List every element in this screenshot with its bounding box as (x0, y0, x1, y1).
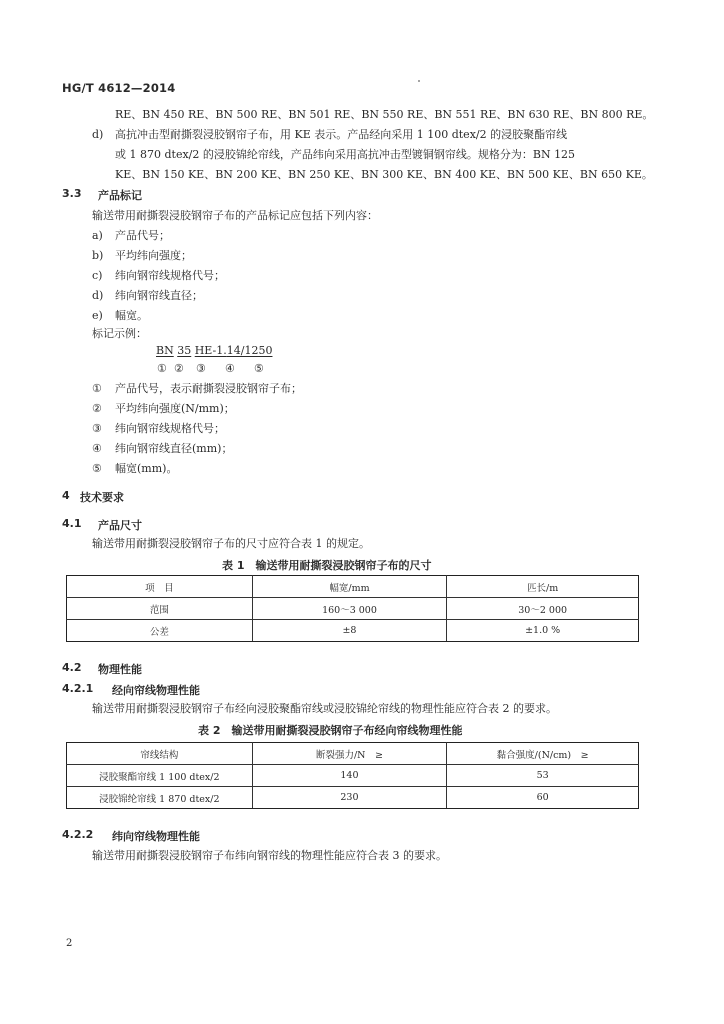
table-row (67, 598, 639, 620)
list-item-text: 幅宽。 (115, 309, 148, 322)
section-4-2-2-title: 纬向帘线物理性能 (112, 830, 200, 843)
table1-caption: 表 1 输送带用耐撕裂浸胶钢帘子布的尺寸 (222, 559, 432, 572)
table-header-cell: 帘线结构 (67, 743, 253, 765)
standard-number: HG/T 4612—2014 (62, 81, 176, 95)
list-marker: e) (92, 309, 103, 322)
legend-text: 产品代号，表示耐撕裂浸胶钢帘子布； (115, 382, 302, 395)
table-cell: ±1.0 % (447, 620, 639, 642)
table-header-row (67, 743, 639, 765)
table-cell: 浸胶锦纶帘线 1 870 dtex/2 (67, 787, 253, 809)
page-number: 2 (66, 938, 73, 949)
legend-text: 平均纬向强度(N/mm)； (115, 402, 235, 415)
section-4-1-text: 输送带用耐撕裂浸胶钢帘子布的尺寸应符合表 1 的规定。 (92, 537, 370, 550)
marking-circle: ① (157, 362, 167, 375)
table-header-cell: 幅宽/mm (252, 576, 447, 598)
section-4-2-1-text: 输送带用耐撕裂浸胶钢帘子布经向浸胶聚酯帘线或浸胶锦纶帘线的物理性能应符合表 2 的要求。 (92, 702, 557, 715)
legend-text: 纬向钢帘线直径(mm)； (115, 442, 233, 455)
table1 (66, 575, 639, 642)
marking-circle: ③ (196, 362, 206, 375)
section-4-1-title: 产品尺寸 (98, 519, 142, 532)
legend-circle: ① (92, 382, 102, 395)
table-cell: 浸胶聚酯帘线 1 100 dtex/2 (67, 765, 253, 787)
list-marker: b) (92, 249, 104, 262)
table-row (67, 765, 639, 787)
table-cell: 53 (447, 765, 639, 787)
table-cell: 60 (447, 787, 639, 809)
marking-part: 35 (177, 344, 192, 357)
marking-part: BN (156, 344, 174, 357)
list-continuation-line: RE、BN 450 RE、BN 500 RE、BN 501 RE、BN 550 RE、BN 551 RE、BN 630 RE、BN 800 RE。 (115, 108, 654, 121)
marking-example (156, 342, 272, 359)
scan-speck (418, 80, 420, 82)
section-4-number: 4 (62, 489, 70, 502)
table-cell: 范围 (67, 598, 253, 620)
table-row (67, 787, 639, 809)
table-header-cell: 项 目 (67, 576, 253, 598)
marking-circle: ④ (225, 362, 235, 375)
list-item-text: 产品代号； (115, 229, 170, 242)
marking-part: HE-1. (194, 344, 227, 357)
item-d-line1: 高抗冲击型耐撕裂浸胶钢帘子布，用 KE 表示。产品经向采用 1 100 dtex/2 的浸胶聚酯帘线 (115, 128, 568, 141)
section-3-3-intro: 输送带用耐撕裂浸胶钢帘子布的产品标记应包括下列内容： (92, 209, 378, 222)
legend-circle: ③ (92, 422, 102, 435)
section-4-2-1-number: 4.2.1 (62, 682, 94, 695)
list-marker: d) (92, 289, 104, 302)
section-4-2-1-title: 经向帘线物理性能 (112, 684, 200, 697)
table-row (67, 620, 639, 642)
table-cell: 160～3 000 (252, 598, 447, 620)
section-4-1-number: 4.1 (62, 517, 82, 530)
table-header-cell: 匹长/m (447, 576, 639, 598)
table-cell: 公差 (67, 620, 253, 642)
table-header-cell: 黏合强度/(N/cm) ≥ (447, 743, 639, 765)
item-d-line3: KE、BN 150 KE、BN 200 KE、BN 250 KE、BN 300 KE、BN 400 KE、BN 500 KE、BN 650 KE。 (115, 168, 653, 181)
legend-circle: ④ (92, 442, 102, 455)
marking-part: 14/1250 (226, 344, 273, 357)
legend-text: 幅宽(mm)。 (115, 462, 178, 475)
marking-circle: ② (174, 362, 184, 375)
section-4-title: 技术要求 (80, 491, 124, 504)
section-4-2-title: 物理性能 (98, 663, 142, 676)
legend-text: 纬向钢帘线规格代号； (115, 422, 225, 435)
example-label: 标记示例： (92, 327, 147, 340)
table-header-cell: 断裂强力/N ≥ (252, 743, 447, 765)
table-cell: 30～2 000 (447, 598, 639, 620)
list-marker: a) (92, 229, 103, 242)
section-3-3-title: 产品标记 (98, 189, 142, 202)
table-header-row (67, 576, 639, 598)
section-4-2-number: 4.2 (62, 661, 82, 674)
list-marker-d: d) (92, 128, 104, 141)
legend-circle: ② (92, 402, 102, 415)
table2 (66, 742, 639, 809)
list-item-text: 纬向钢帘线直径； (115, 289, 203, 302)
list-item-text: 纬向钢帘线规格代号； (115, 269, 225, 282)
table2-caption: 表 2 输送带用耐撕裂浸胶钢帘子布经向帘线物理性能 (198, 724, 463, 737)
legend-circle: ⑤ (92, 462, 102, 475)
list-item-text: 平均纬向强度； (115, 249, 192, 262)
marking-circle: ⑤ (254, 362, 264, 375)
table-cell: ±8 (252, 620, 447, 642)
table-cell: 230 (252, 787, 447, 809)
item-d-line2: 或 1 870 dtex/2 的浸胶锦纶帘线，产品纬向采用高抗冲击型镀铜钢帘线。规格分为：BN 125 (115, 148, 576, 161)
section-4-2-2-number: 4.2.2 (62, 828, 94, 841)
list-marker: c) (92, 269, 103, 282)
section-4-2-2-text: 输送带用耐撕裂浸胶钢帘子布纬向钢帘线的物理性能应符合表 3 的要求。 (92, 849, 447, 862)
table-cell: 140 (252, 765, 447, 787)
section-3-3-number: 3.3 (62, 187, 82, 200)
